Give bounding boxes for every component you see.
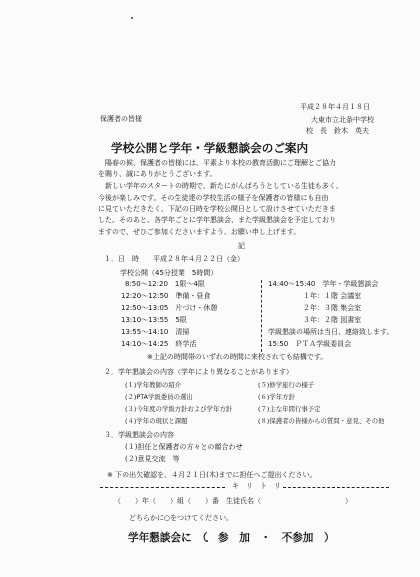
schedule-row: 13:55～14:10 清掃 <box>121 328 190 336</box>
principal-name: 校 長 鈴木 英夫 <box>306 127 369 135</box>
ki-marker: 記 <box>238 242 245 250</box>
attendance-choice: 学年懇談会に （ 参 加 ・ 不参加 ） <box>128 532 335 544</box>
schedule-row: １年：１階 会議室 <box>303 292 362 300</box>
section1-heading: １．日 時 平成２８年４月２２日（金） <box>104 255 244 263</box>
schedule-divider <box>261 280 262 352</box>
school-name: 大東市立北条中学校 <box>311 116 374 124</box>
intro-line: 陽春の候、保護者の皆様には、平素より本校の教育活動にご理解とご協力 <box>98 159 336 167</box>
cutline-right <box>283 487 389 488</box>
list-item: (３)今年度の学級方針および学年方針 <box>125 405 233 413</box>
intro-line: 新しい学年のスタートの時期で、新たにがんばろうとしている生徒も多く、 <box>98 182 343 190</box>
schedule-row: 学級懇談の場所は当日、連絡致します。 <box>268 328 394 336</box>
form-instruction: どちらかに○をつけてください。 <box>129 514 234 522</box>
scan-speck <box>131 17 133 19</box>
list-item: (２)意見交流 等 <box>125 455 180 463</box>
schedule-note: ※上記の時間帯のいずれの時間に来校されても結構です。 <box>147 353 328 361</box>
schedule-row: 12:20～12:50 準備・昼食 <box>121 292 211 300</box>
schedule-row: 12:50～13:05 片づけ・休憩 <box>121 304 218 312</box>
cutline-left <box>100 487 225 488</box>
list-item: (５)修学旅行の様子 <box>258 381 315 389</box>
intro-line: に見ていただきたく、下記の日時を学校公開日として設けさせていただきま <box>98 205 336 213</box>
deadline-notice: ※ 下の出欠確認を、４月２１日(木)までに担任へご提出ください。 <box>107 471 317 479</box>
cutline-label: キ リ ト リ <box>232 482 281 490</box>
list-item: (８)保護者の皆様からの質問・意見、その他 <box>258 417 385 425</box>
schedule-row: ３年：２階 図書室 <box>303 316 362 324</box>
intro-line: 今後が楽しみです。その生徒達の学校生活の様子を保護者の皆様にも自由 <box>98 194 329 202</box>
list-item: (２)PTA学級委員の選出 <box>125 393 193 401</box>
intro-line: した。そのあと、各学年ごとに学年懇談会、また学級懇談会を予定しており <box>98 216 336 224</box>
section2-heading: ２．学年懇談会の内容（学年により異なることがあります） <box>104 368 293 376</box>
schedule-row: 15:50 ＰＴＡ学級委員会 <box>268 340 352 348</box>
section3-heading: ３．学級懇談会の内容 <box>104 431 174 439</box>
schedule-row: 14:40～15:40 学年・学級懇談会 <box>268 280 379 288</box>
schedule-row: ２年：３階 集会室 <box>303 304 362 312</box>
document-date: 平成２８年４月１８日 <box>300 103 370 111</box>
list-item: (１)学年教師の紹介 <box>125 381 182 389</box>
schedule-row: 8:50～12:20 1限～4限 <box>125 280 205 288</box>
recipient: 保護者の皆様 <box>100 115 142 123</box>
section1-subheading: 学校公開（45分授業 5時間） <box>120 269 218 277</box>
list-item: (１)担任と保護者の方々との顔合わせ <box>125 443 243 451</box>
intro-line: ますので、ぜひご参加くださいますよう、お願い申し上げます。 <box>98 228 301 236</box>
list-item: (７)主な年間行事予定 <box>258 405 321 413</box>
schedule-row: 14:10～14:25 終学活 <box>121 340 197 348</box>
list-item: (４)学年の現状と課題 <box>125 417 188 425</box>
list-item: (６)学年方針 <box>258 393 295 401</box>
schedule-row: 13:10～13:55 5限 <box>121 316 187 324</box>
intro-line: を賜り、誠にありがとうございます。 <box>98 170 217 178</box>
student-info-line: （ ）年（ ）組（ ）番 生徒氏名（ ） <box>114 497 352 505</box>
document-title: 学校公開と学年・学級懇談会のご案内 <box>111 141 309 155</box>
